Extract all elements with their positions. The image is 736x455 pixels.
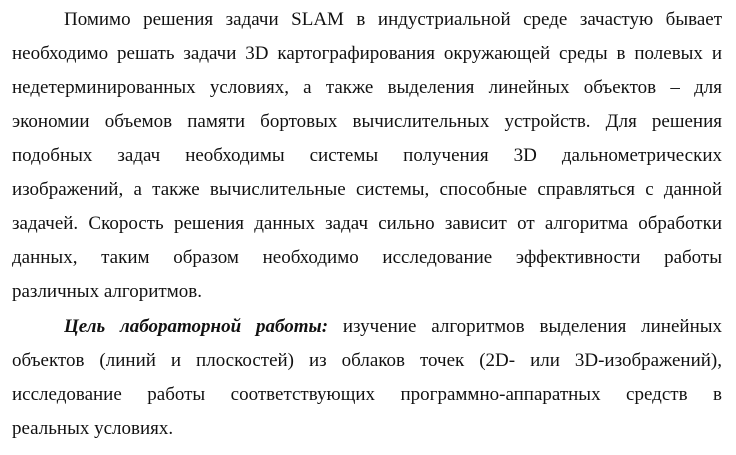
text-line: Помимо решения задачи SLAM в индустриальной среде зачастую бывает [64,9,722,30]
goal-label: Цель лабораторной работы: [64,316,329,337]
text-line: различных алгоритмов. [12,281,202,302]
text-line: данных, таким образом необходимо исследование эффективности работы [12,247,722,268]
goal-text: изучение алгоритмов выделения линейных [328,316,722,337]
text-line: задачей. Скорость решения данных задач сильно зависит от алгоритма обработки [12,213,722,234]
text-line: недетерминированных условиях, а также выделения линейных объектов – для [12,77,722,98]
text-line: исследование работы соответствующих программно-аппаратных средств в [12,384,722,405]
text-line: подобных задач необходимы системы получения 3D дальнометрических [12,145,722,166]
text-line: необходимо решать задачи 3D картографирования окружающей среды в полевых и [12,43,722,64]
text-line: экономии объемов памяти бортовых вычислительных устройств. Для решения [12,111,722,132]
goal-first-line [64,310,722,344]
text-line: объектов (линий и плоскостей) из облаков точек (2D- или 3D-изображений), [12,350,722,371]
text-line: реальных условиях. [12,418,174,439]
text-line: изображений, а также вычислительные системы, способные справляться с данной [12,179,722,200]
